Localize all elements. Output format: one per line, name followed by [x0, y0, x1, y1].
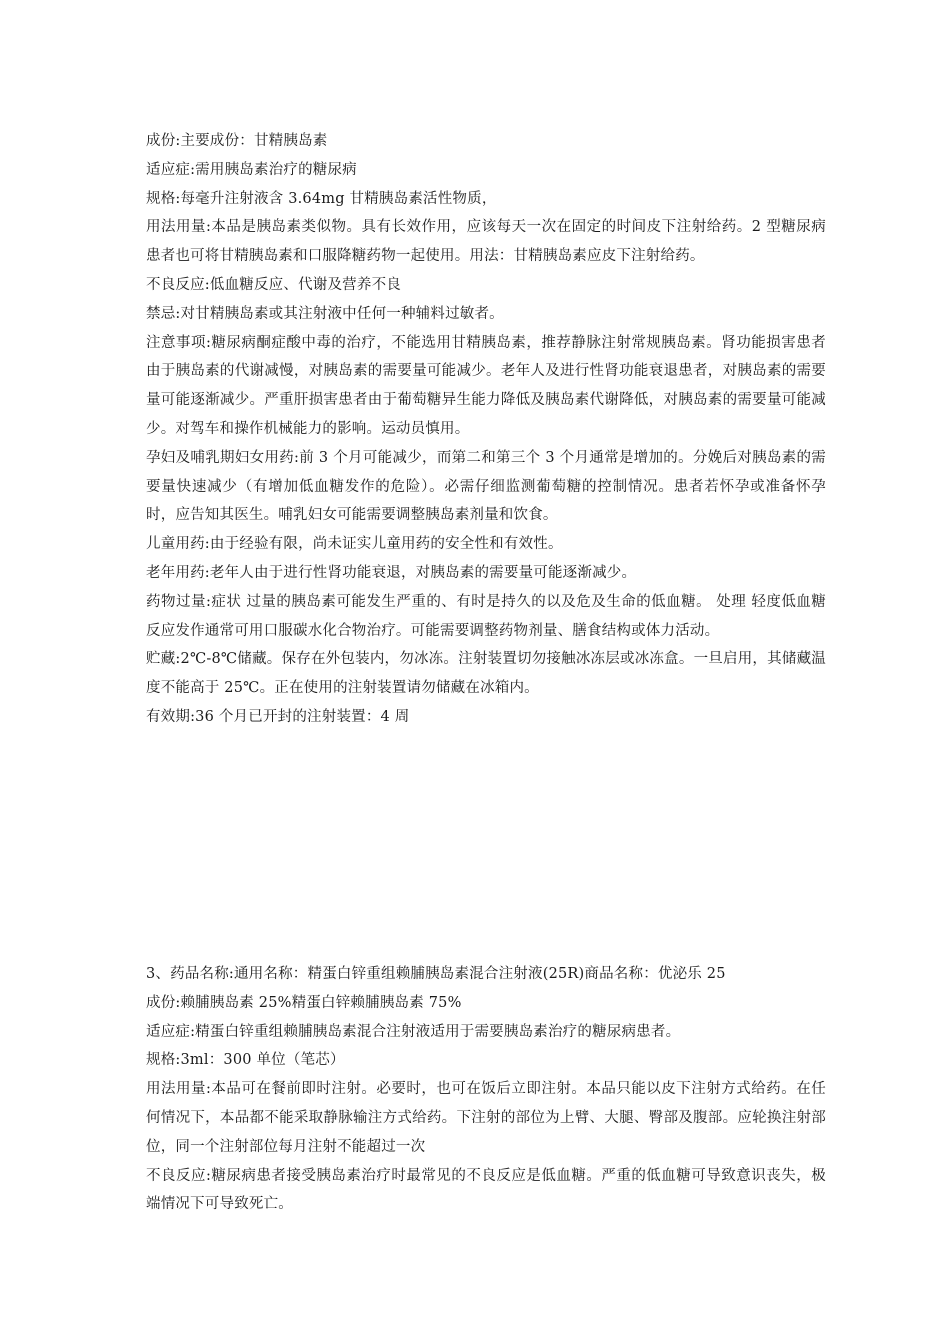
adverse-reactions-paragraph: 不良反应:糖尿病患者接受胰岛素治疗时最常见的不良反应是低血糖。严重的低血糖可导致意识丧失，极端情况下可导致死亡。 — [146, 1167, 826, 1213]
drug-name-paragraph: 3、药品名称:通用名称：精蛋白锌重组赖脯胰岛素混合注射液(25R)商品名称：优泌乐 25 — [146, 966, 726, 982]
storage-paragraph: 贮藏:2℃-8℃储藏。保存在外包装内，勿冰冻。注射装置切勿接触冰冻层或冰冻盒。一旦启用，其储藏温度不能高于 25℃。正在使用的注射装置请勿储藏在冰箱内。 — [146, 651, 826, 697]
specification-paragraph: 规格:每毫升注射液含 3.64mg 甘精胰岛素活性物质， — [146, 190, 497, 207]
indications-paragraph: 适应症:需用胰岛素治疗的糖尿病 — [146, 161, 357, 178]
indications-paragraph: 适应症:精蛋白锌重组赖脯胰岛素混合注射液适用于需要胰岛素治疗的糖尿病患者。 — [146, 1023, 681, 1040]
shelf-life-paragraph: 有效期:36 个月已开封的注射装置：4 周 — [146, 708, 410, 725]
geriatric-paragraph: 老年用药:老年人由于进行性肾功能衰退，对胰岛素的需要量可能逐渐减少。 — [146, 564, 637, 581]
insulin-lispro-25r-section — [146, 960, 826, 1219]
specification-paragraph: 规格:3ml：300 单位（笔芯） — [146, 1052, 345, 1069]
precautions-paragraph: 注意事项:糖尿病酮症酸中毒的治疗，不能选用甘精胰岛素，推荐静脉注射常规胰岛素。肾功能损害患者由于胰岛素的代谢减慢，对胰岛素的需要量可能减少。老年人及进行性肾功能衰退患者，对胰岛素的需要量可能逐渐减少。严重肝损害患者由于葡萄糖异生能力降低及胰岛素代谢降低，对胰岛素的需要量可能减少。对驾车和操作机械能力的影响。运动员慎用。 — [146, 334, 826, 437]
adverse-reactions-paragraph: 不良反应:低血糖反应、代谢及营养不良 — [146, 276, 401, 293]
ingredients-paragraph: 成份:赖脯胰岛素 25%精蛋白锌赖脯胰岛素 75% — [146, 994, 462, 1011]
pediatric-paragraph: 儿童用药:由于经验有限，尚未证实儿童用药的安全性和有效性。 — [146, 536, 563, 553]
dosage-paragraph: 用法用量:本品可在餐前即时注射。必要时，也可在饭后立即注射。本品只能以皮下注射方式给药。在任何情况下，本品都不能采取静脉输注方式给药。下注射的部位为上臂、大腿、臀部及腹部。应轮换注射部位，同一个注射部位每月注射不能超过一次 — [146, 1081, 826, 1155]
pregnancy-paragraph: 孕妇及哺乳期妇女用药:前 3 个月可能减少，而第二和第三个 3 个月通常是增加的。分娩后对胰岛素的需要量快速减少（有增加低血糖发作的危险）。必需仔细监测葡萄糖的控制情况。患者若怀孕或准备怀孕时，应告知其医生。哺乳妇女可能需要调整胰岛素剂量和饮食。 — [146, 449, 826, 524]
contraindications-paragraph: 禁忌:对甘精胰岛素或其注射液中任何一种辅料过敏者。 — [146, 305, 504, 322]
overdose-paragraph: 药物过量:症状 过量的胰岛素可能发生严重的、有时是持久的以及危及生命的低血糖。 处理 轻度低血糖反应发作通常可用口服碳水化合物治疗。可能需要调整药物剂量、膳食结构或体力活动。 — [146, 593, 826, 639]
ingredients-paragraph: 成份:主要成份：甘精胰岛素 — [146, 133, 328, 149]
insulin-glargine-section — [146, 127, 826, 732]
dosage-paragraph: 用法用量:本品是胰岛素类似物。具有长效作用，应该每天一次在固定的时间皮下注射给药。2 型糖尿病患者也可将甘精胰岛素和口服降糖药物一起使用。用法：甘精胰岛素应皮下注射给药。 — [146, 219, 826, 265]
